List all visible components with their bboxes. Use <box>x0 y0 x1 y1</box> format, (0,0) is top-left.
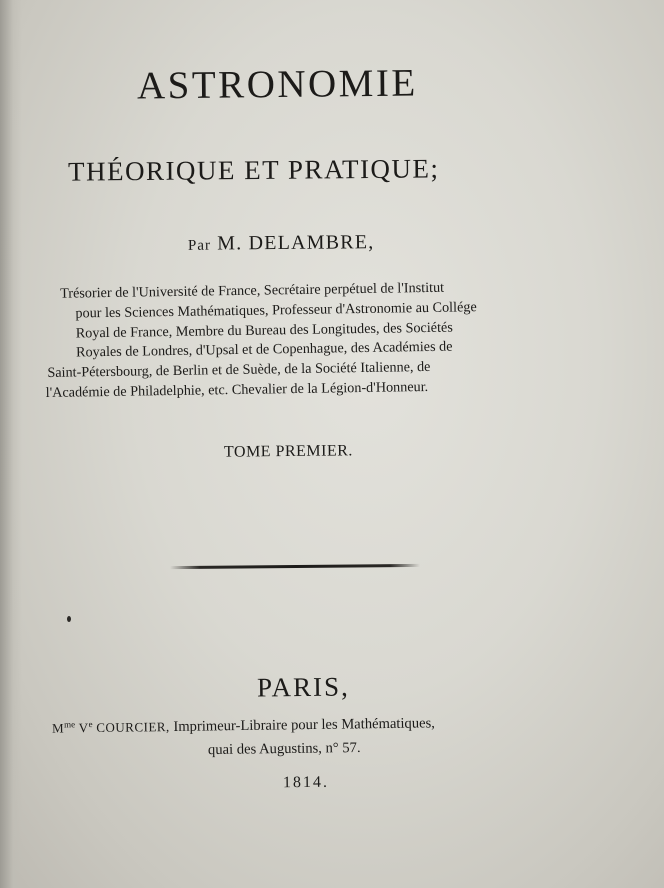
ink-spot <box>67 616 71 622</box>
author-name: M. DELAMBRE, <box>217 231 375 255</box>
credentials-line: Saint-Pétersbourg, de Berlin et de Suède, de la Société Italienne, de <box>47 359 431 382</box>
book-subtitle: THÉORIQUE ET PRATIQUE; <box>67 153 440 187</box>
book-title: ASTRONOMIE <box>136 61 418 108</box>
publisher-line <box>52 714 435 737</box>
page-gutter-shadow <box>0 0 22 888</box>
ornamental-rule <box>170 564 420 569</box>
credentials-line: Royal de France, Membre du Bureau des Longitudes, des Sociétés <box>75 319 453 342</box>
publisher-name: COURCIER, <box>96 719 170 736</box>
publisher-widow: V <box>78 720 89 736</box>
author-credentials <box>44 277 576 404</box>
credentials-line: l'Académie de Philadelphie, etc. Chevalier de la Légion-d'Honneur. <box>45 378 429 401</box>
credentials-line: pour les Sciences Mathématiques, Professeur d'Astronomie au Collége <box>75 299 477 322</box>
publisher-title: M <box>51 720 65 736</box>
publisher-role: Imprimeur-Libraire pour les Mathématiques, <box>173 715 435 735</box>
author-prefix: Par <box>187 237 212 254</box>
credentials-line: Trésorier de l'Université de France, Secrétaire perpétuel de l'Institut <box>60 279 445 302</box>
author-line <box>188 231 375 256</box>
publication-city: PARIS, <box>256 671 350 703</box>
publisher-widow-sup: e <box>88 719 93 730</box>
publisher-address: quai des Augustins, n° 57. <box>207 739 361 759</box>
credentials-line: Royales de Londres, d'Upsal et de Copenhague, des Académies de <box>75 338 453 361</box>
publisher-title-sup: me <box>63 719 76 730</box>
publication-year: 1814. <box>282 773 330 792</box>
volume-label: TOME PREMIER. <box>223 442 353 461</box>
